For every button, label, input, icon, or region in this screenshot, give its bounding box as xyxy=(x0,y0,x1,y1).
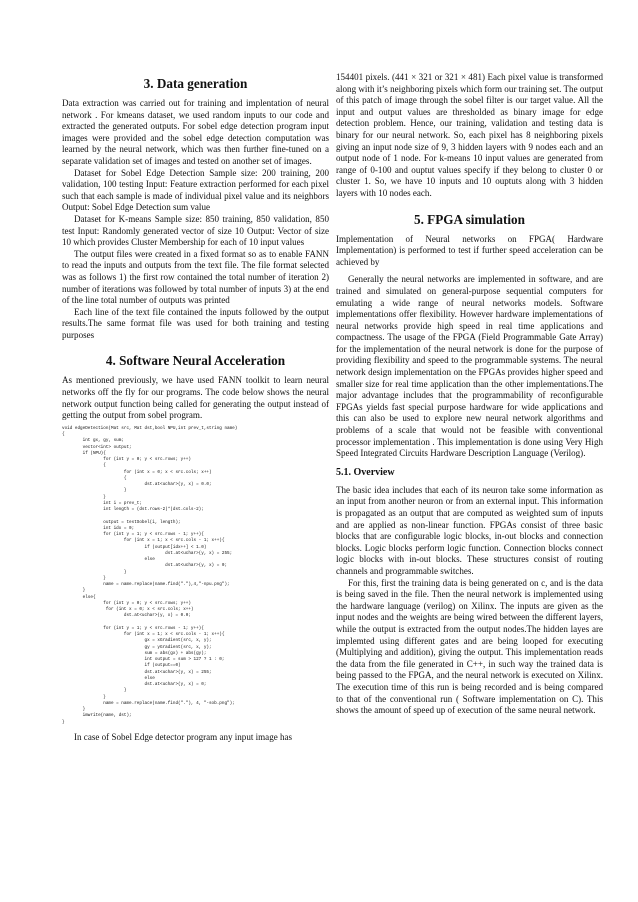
left-column xyxy=(62,76,329,743)
section-3-paragraph-5: Each line of the text file contained the inputs followed by the output results.The same format file was used for both training and testing purposes xyxy=(62,306,329,340)
section-5-heading: 5. FPGA simulation xyxy=(413,211,525,227)
section-5-1-paragraph-1: The basic idea includes that each of its neuron take some information as an input from another neuron or from an external input. This information is propagated as an output that are computed as weighted sum of inputs and are applied as non-linear function. FPGAs consist of three basic blocks that are configurable logic blocks, in-out blocks and connection blocks. Logic blocks perform logic function. Connection blocks connect logic blocks with in-out blocks. These structures consist of routing channels and programmable switches. xyxy=(336,484,603,576)
section-3-paragraph-1: Data extraction was carried out for training and implentation of neural network . For kmeans dataset, we used random inputs to our code and extracted the generated outputs. For sobel edge detection program input images were provided and the sobel edge detection computation was learned by the neural network, which was then further fine-tuned on a separate validation set of images and tested on another set of images. xyxy=(62,98,329,166)
section-3-paragraph-2: Dataset for Sobel Edge Detection Sample size: 200 training, 200 validation, 100 testing Input: Feature extraction performed for each pixel such that each sample is made of individual pixel value and its neighbors Output: Sobel Edge Detection sum value xyxy=(62,167,329,213)
section-5-paragraph-1: Implementation of Neural networks on FPGA( Hardware Implementation) is performed to test if further speed acceleration can be achieved by xyxy=(336,233,603,267)
section-5-1-paragraph-2: For this, first the training data is being generated on c, and is the data is being saved in the file. Then the neural network is implemented using the hardware language (verilog) on Xilinx. The inputs are given as the input nodes and the weights are being wired between the different layers, while the output is extracted from the output nodes.The hidden layes are implemted using different gates and are being looped for executing (Multiplying and addition), giving the output. This implementation reads the data from the file generated in C++, in such way the trained data is being passed to the FPGA, and the neural network is executed on Xilinx. The execution time of this run is being recorded and is being compared to that of the conventional run ( Software implementation on C). This shows the amount of speed up of execution of the same neural network. xyxy=(336,577,603,716)
section-5-1-heading: 5.1. Overview xyxy=(336,466,395,478)
right-column xyxy=(336,72,603,717)
section-3-continuation: 154401 pixels. (441 × 321 or 321 × 481) Each pixel value is transformed along with it’s neighboring pixels which form our training set. The output of this patch of image through the sobel filter is our target value. All the input and output values are thresholded as binary image for edge detection problem. Hence, our training, validation and testing data is binary for our neural network. So, each pixel has 8 neighboring pixels giving an input node size of 9, 3 hidden layers with 9 nodes each and an output node of 1 node. For k-means 10 input values are generated from range of 0-100 and ouptut values specify if they belong to cluster 0 or cluster 1. So, we have 10 inputs and 10 ouptuts along with 3 hidden layers with 10 nodes each. xyxy=(336,72,603,198)
section-4-heading: 4. Software Neural Acceleration xyxy=(105,353,286,369)
section-5-paragraph-2: Generally the neural networks are implemented in software, and are trained and simulated on general-purpose sequential computers for emulating a wide range of neural networks models. Software implementations offer flexibility. However hardware implementations of neural networks provide high speed in real time applications and compactness. The usage of the FPGA (Field Programmable Gate Array) for the implementation of the neural network is done for the purpose of providing flexibility and speed to the programmable systems. The neural network design implementation on the FPGAs provides higher speed and smaller size for real time application than the other implementations.The major advantage includes that the programmability of reconfigurable FPGAs yields fast special purpose hardware for wide applications and this can also be used to explore new neural network algorithms and problems of a scale that would not be feasible with conventional processor implementation . This implementation is done using Very High Speed Integrated Circuits Hardware Description Language (Verilog). xyxy=(336,274,603,459)
section-3-heading: 3. Data generation xyxy=(143,76,248,91)
section-3-paragraph-3: Dataset for K-means Sample size: 850 training, 850 validation, 850 test Input: Randomly generated vector of size 10 Output: Vector of size 10 which provides Cluster Membership for each of 10 input values xyxy=(62,213,329,248)
section-4-paragraph-2: In case of Sobel Edge detector program any input image has xyxy=(74,731,293,742)
section-3-paragraph-4: The output files were created in a fixed format so as to enable FANN to read the inputs and outputs from the text file. The file format selected was as follows 1) the first row contained the total number of iteration 2) number of iterations was followed by total number of inputs 3) at the end of the line total number of outputs was printed xyxy=(62,248,329,306)
code-listing: void edgeDetection(Mat src, Mat dst,bool NPU,int prev_t,string name) { int gx, gy, sum; vector<int> output; if (NPU){ for (int y = 0; y < src.rows; y++) { for (int x = 0; x < src.cols; x++) { dst.at<uchar>(y, x) = 0.0; } } int i = prev_t; int length = (dst.rows-2)*(dst.cols-2); output = testSobel(i, length); int idx = 0; for (int y = 1; y < src.rows - 1; y++){ for (int x = 1; x < src.cols - 1; x++){ if (output[idx++] < 1.0) dst.at<uchar>(y, x) = 255; else dst.at<uchar>(y, x) = 0; } } name = name.replace(name.find("."),4,"-npu.png"); } else{ for (int y = 0; y < src.rows; y++) for (int x = 0; x < src.cols; x++) dst.at<uchar>(y, x) = 0.0; for (int y = 1; y < src.rows - 1; y++){ for (int x = 1; x < src.cols - 1; x++){ gx = xGradient(src, x, y); gy = yGradient(src, x, y); sum = abs(gx) + abs(gy); int output = sum > 127 ? 1 : 0; if (output==0) dst.at<uchar>(y, x) = 255; else dst.at<uchar>(y, x) = 0; } } name = name.replace(name.find("."), 4, "-sob.png"); } imwrite(name, dst); } xyxy=(62,425,238,725)
section-4-paragraph-1: As mentioned previously, we have used FANN toolkit to learn neural networks off the fly for our programs. The code below shows the neural network output function being called for generating the output instead of getting the output from sobel program. xyxy=(62,375,329,421)
